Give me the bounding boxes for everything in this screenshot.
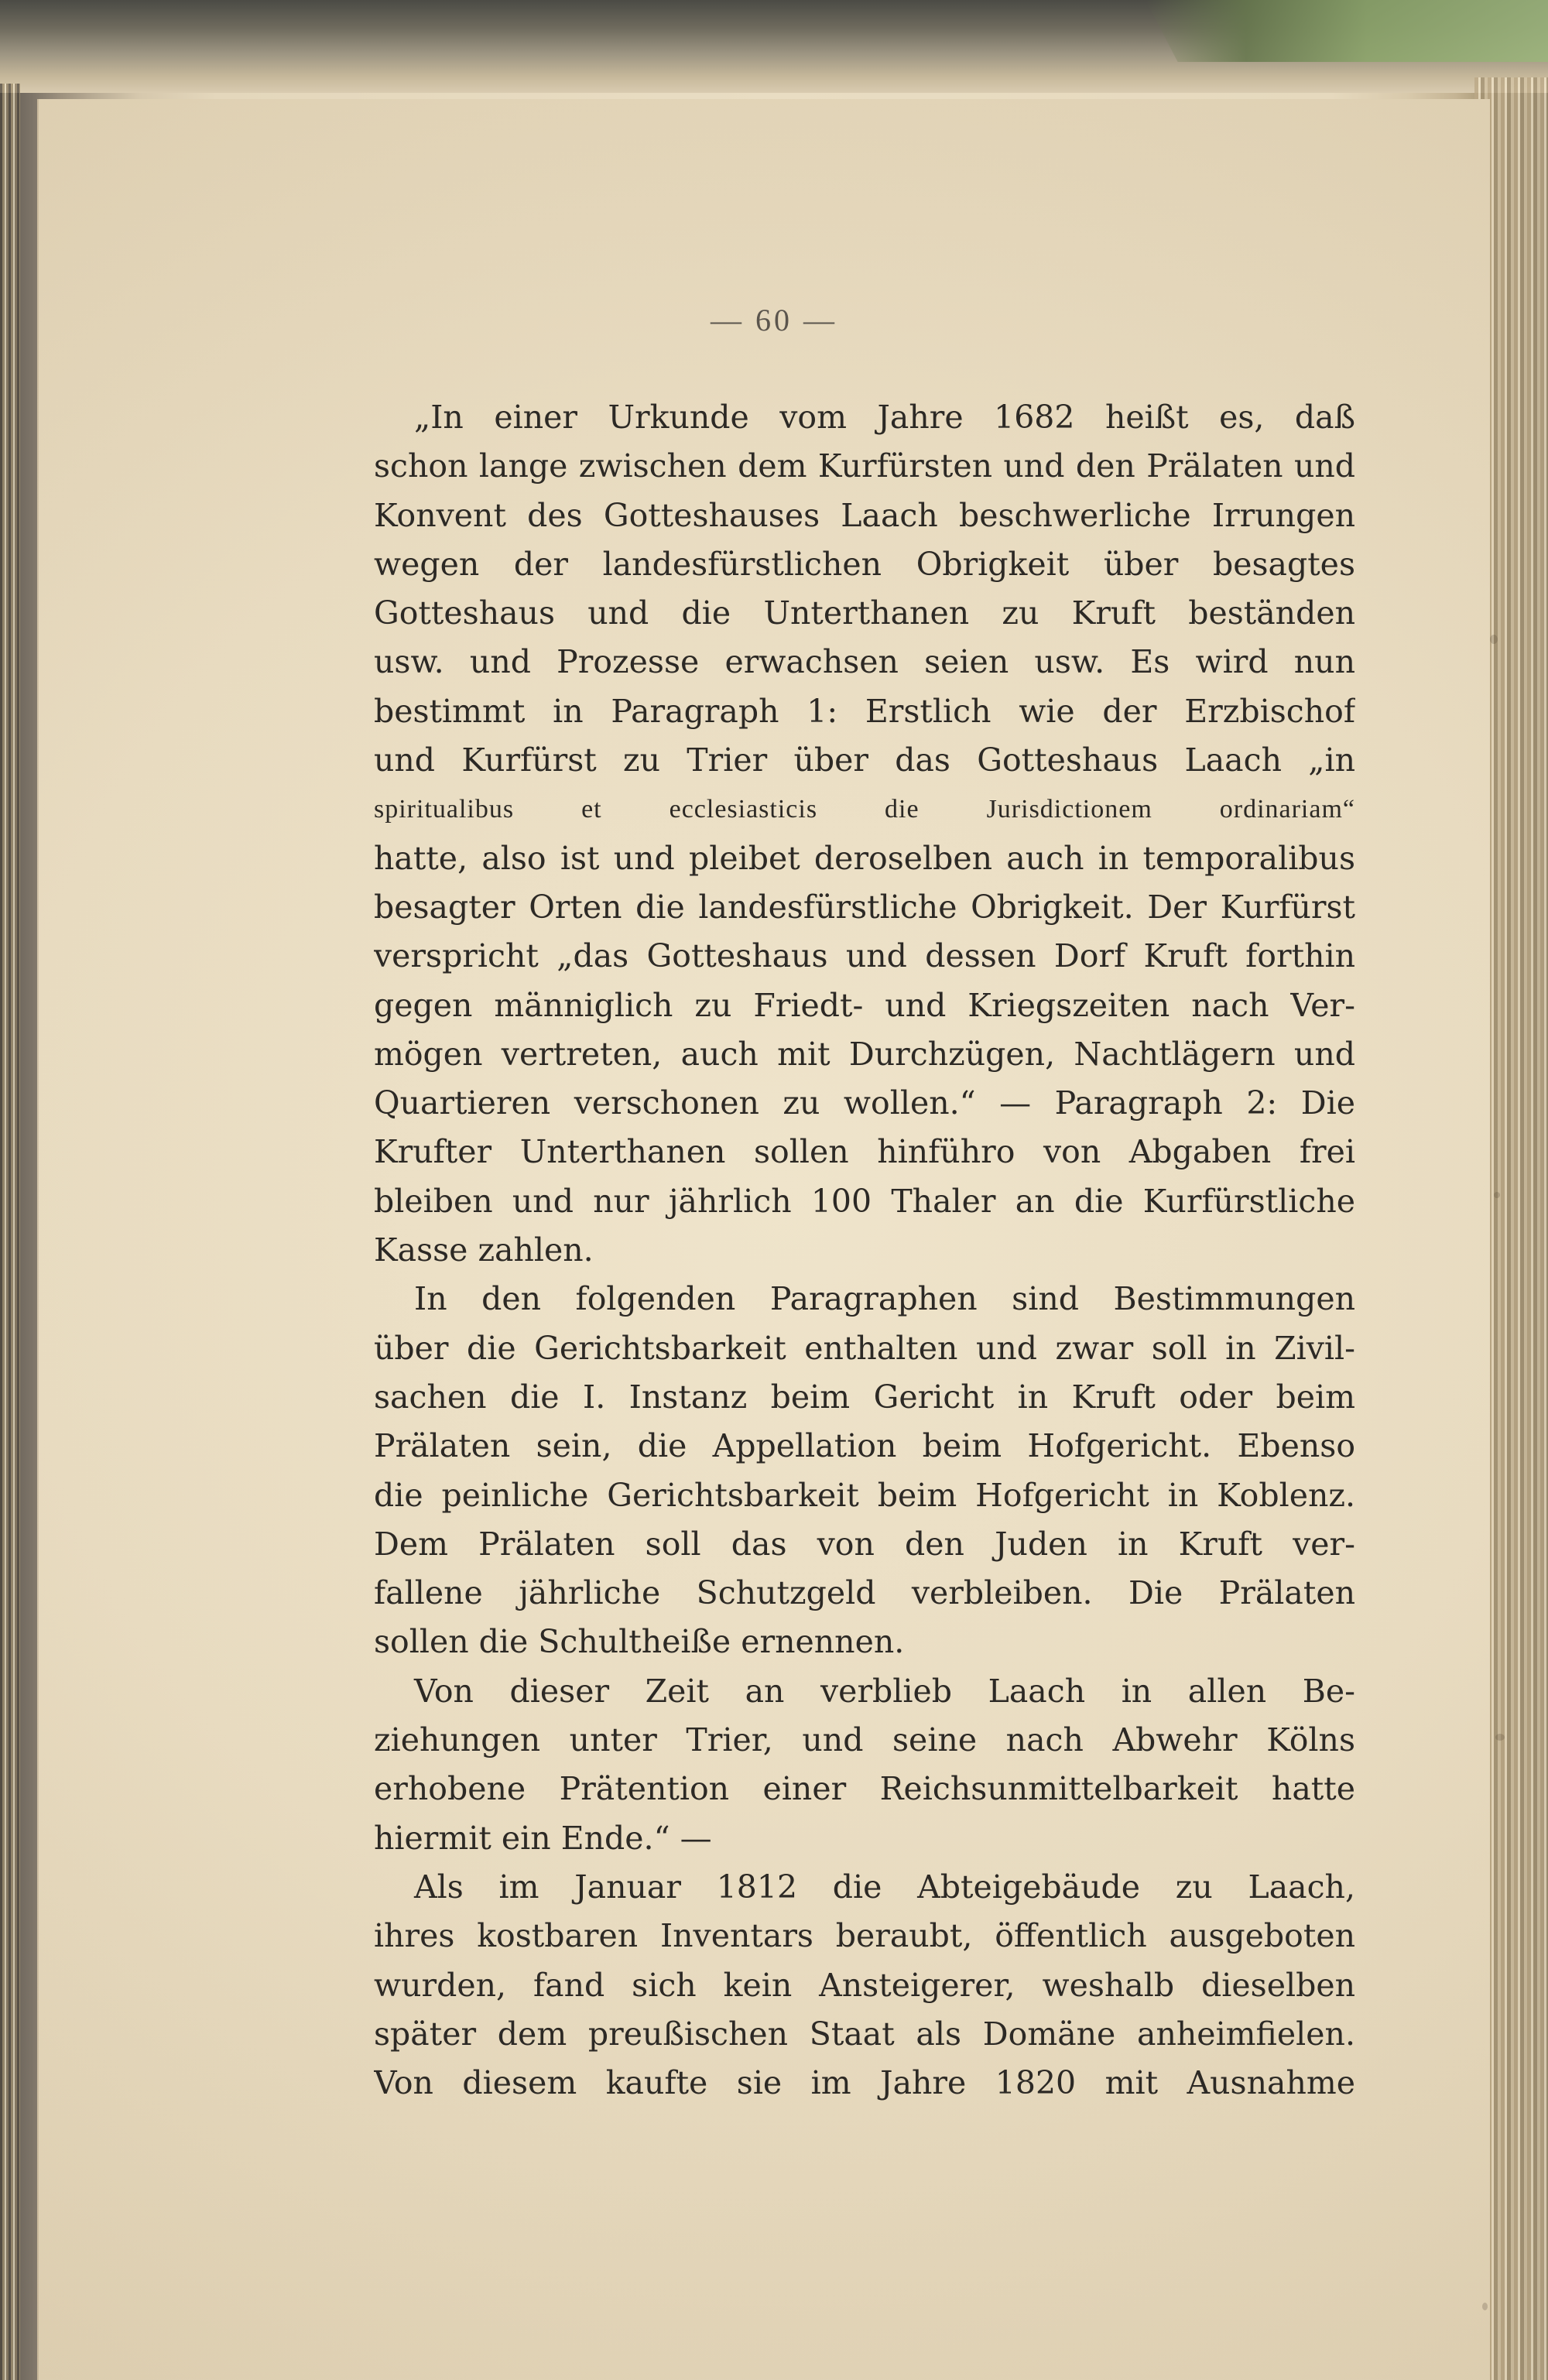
main-text	[374, 393, 1355, 2127]
text-line: über die Gerichtsbarkeit enthalten und zwar soll in Zivil-	[374, 1329, 1355, 1367]
text-line: bleiben und nur jährlich 100 Thaler an die Kurfürstliche	[374, 1182, 1355, 1220]
paper-spot	[1482, 2303, 1488, 2310]
text-line: sollen die Schultheiße ernennen.	[374, 1623, 905, 1661]
text-line: hiermit ein Ende.“ —	[374, 1819, 712, 1857]
text-line: besagter Orten die landesfürstliche Obrigkeit. Der Kurfürst	[374, 888, 1355, 926]
text-line: ihres kostbaren Inventars beraubt, öffentlich ausgeboten	[374, 1917, 1355, 1955]
green-book-cover-edge	[1146, 0, 1548, 62]
text-line: fallene jährliche Schutzgeld verbleiben. Die Prälaten	[374, 1574, 1355, 1612]
text-line: später dem preußischen Staat als Domäne anheimfielen.	[374, 2015, 1355, 2053]
text-line: Dem Prälaten soll das von den Juden in Kruft ver-	[374, 1525, 1355, 1563]
text-line: und Kurfürst zu Trier über das Gotteshaus Laach „in	[374, 741, 1355, 779]
text-line: „In einer Urkunde vom Jahre 1682 heißt es, daß	[414, 399, 1355, 436]
text-line: die peinliche Gerichtsbarkeit beim Hofgericht in Koblenz.	[374, 1476, 1355, 1514]
text-line: schon lange zwischen dem Kurfürsten und den Prälaten und	[374, 447, 1355, 485]
page-number: — 60 —	[711, 303, 837, 337]
text-line: hatte, also ist und pleibet deroselben auch in temporalibus	[374, 839, 1355, 877]
text-line: sachen die I. Instanz beim Gericht in Kruft oder beim	[374, 1378, 1355, 1416]
text-line: gegen männiglich zu Friedt- und Kriegszeiten nach Ver-	[374, 986, 1355, 1024]
text-line: erhobene Prätention einer Reichsunmittelbarkeit hatte	[374, 1770, 1355, 1808]
text-line: Quartieren verschonen zu wollen.“ — Paragraph 2: Die	[374, 1084, 1355, 1122]
text-line: Konvent des Gotteshauses Laach beschwerliche Irrungen	[374, 496, 1355, 534]
text-line: Kasse zahlen.	[374, 1231, 594, 1269]
text-line: ziehungen unter Trier, und seine nach Abwehr Kölns	[374, 1721, 1355, 1759]
paper-spot	[1495, 1734, 1505, 1741]
text-line: wurden, fand sich kein Ansteigerer, weshalb dieselben	[374, 1966, 1355, 2004]
paper-spot	[1490, 635, 1498, 644]
latin-text-line: spiritualibus et ecclesiasticis die Jurisdictionem ordinariam“	[374, 795, 1355, 824]
text-line: Von dieser Zeit an verblieb Laach in allen Be-	[414, 1672, 1355, 1710]
text-line: Als im Januar 1812 die Abteigebäude zu Laach,	[414, 1868, 1355, 1906]
text-line: verspricht „das Gotteshaus und dessen Dorf Kruft forthin	[374, 937, 1355, 975]
text-line: In den folgenden Paragraphen sind Bestimmungen	[414, 1280, 1355, 1318]
text-line: Krufter Unterthanen sollen hinführo von Abgaben frei	[374, 1133, 1355, 1171]
text-line: usw. und Prozesse erwachsen seien usw. Es wird nun	[374, 643, 1355, 681]
text-line: Prälaten sein, die Appellation beim Hofgericht. Ebenso	[374, 1427, 1355, 1465]
paper-spot	[1494, 1192, 1500, 1198]
text-line: Gotteshaus und die Unterthanen zu Kruft beständen	[374, 594, 1355, 632]
left-page-stack	[0, 84, 20, 2380]
text-line: mögen vertreten, auch mit Durchzügen, Nachtlägern und	[374, 1035, 1355, 1073]
text-line: Von diesem kaufte sie im Jahre 1820 mit Ausnahme	[374, 2064, 1355, 2102]
text-line: wegen der landesfürstlichen Obrigkeit über besagtes	[374, 545, 1355, 583]
text-line: bestimmt in Paragraph 1: Erstlich wie der Erzbischof	[374, 692, 1355, 730]
